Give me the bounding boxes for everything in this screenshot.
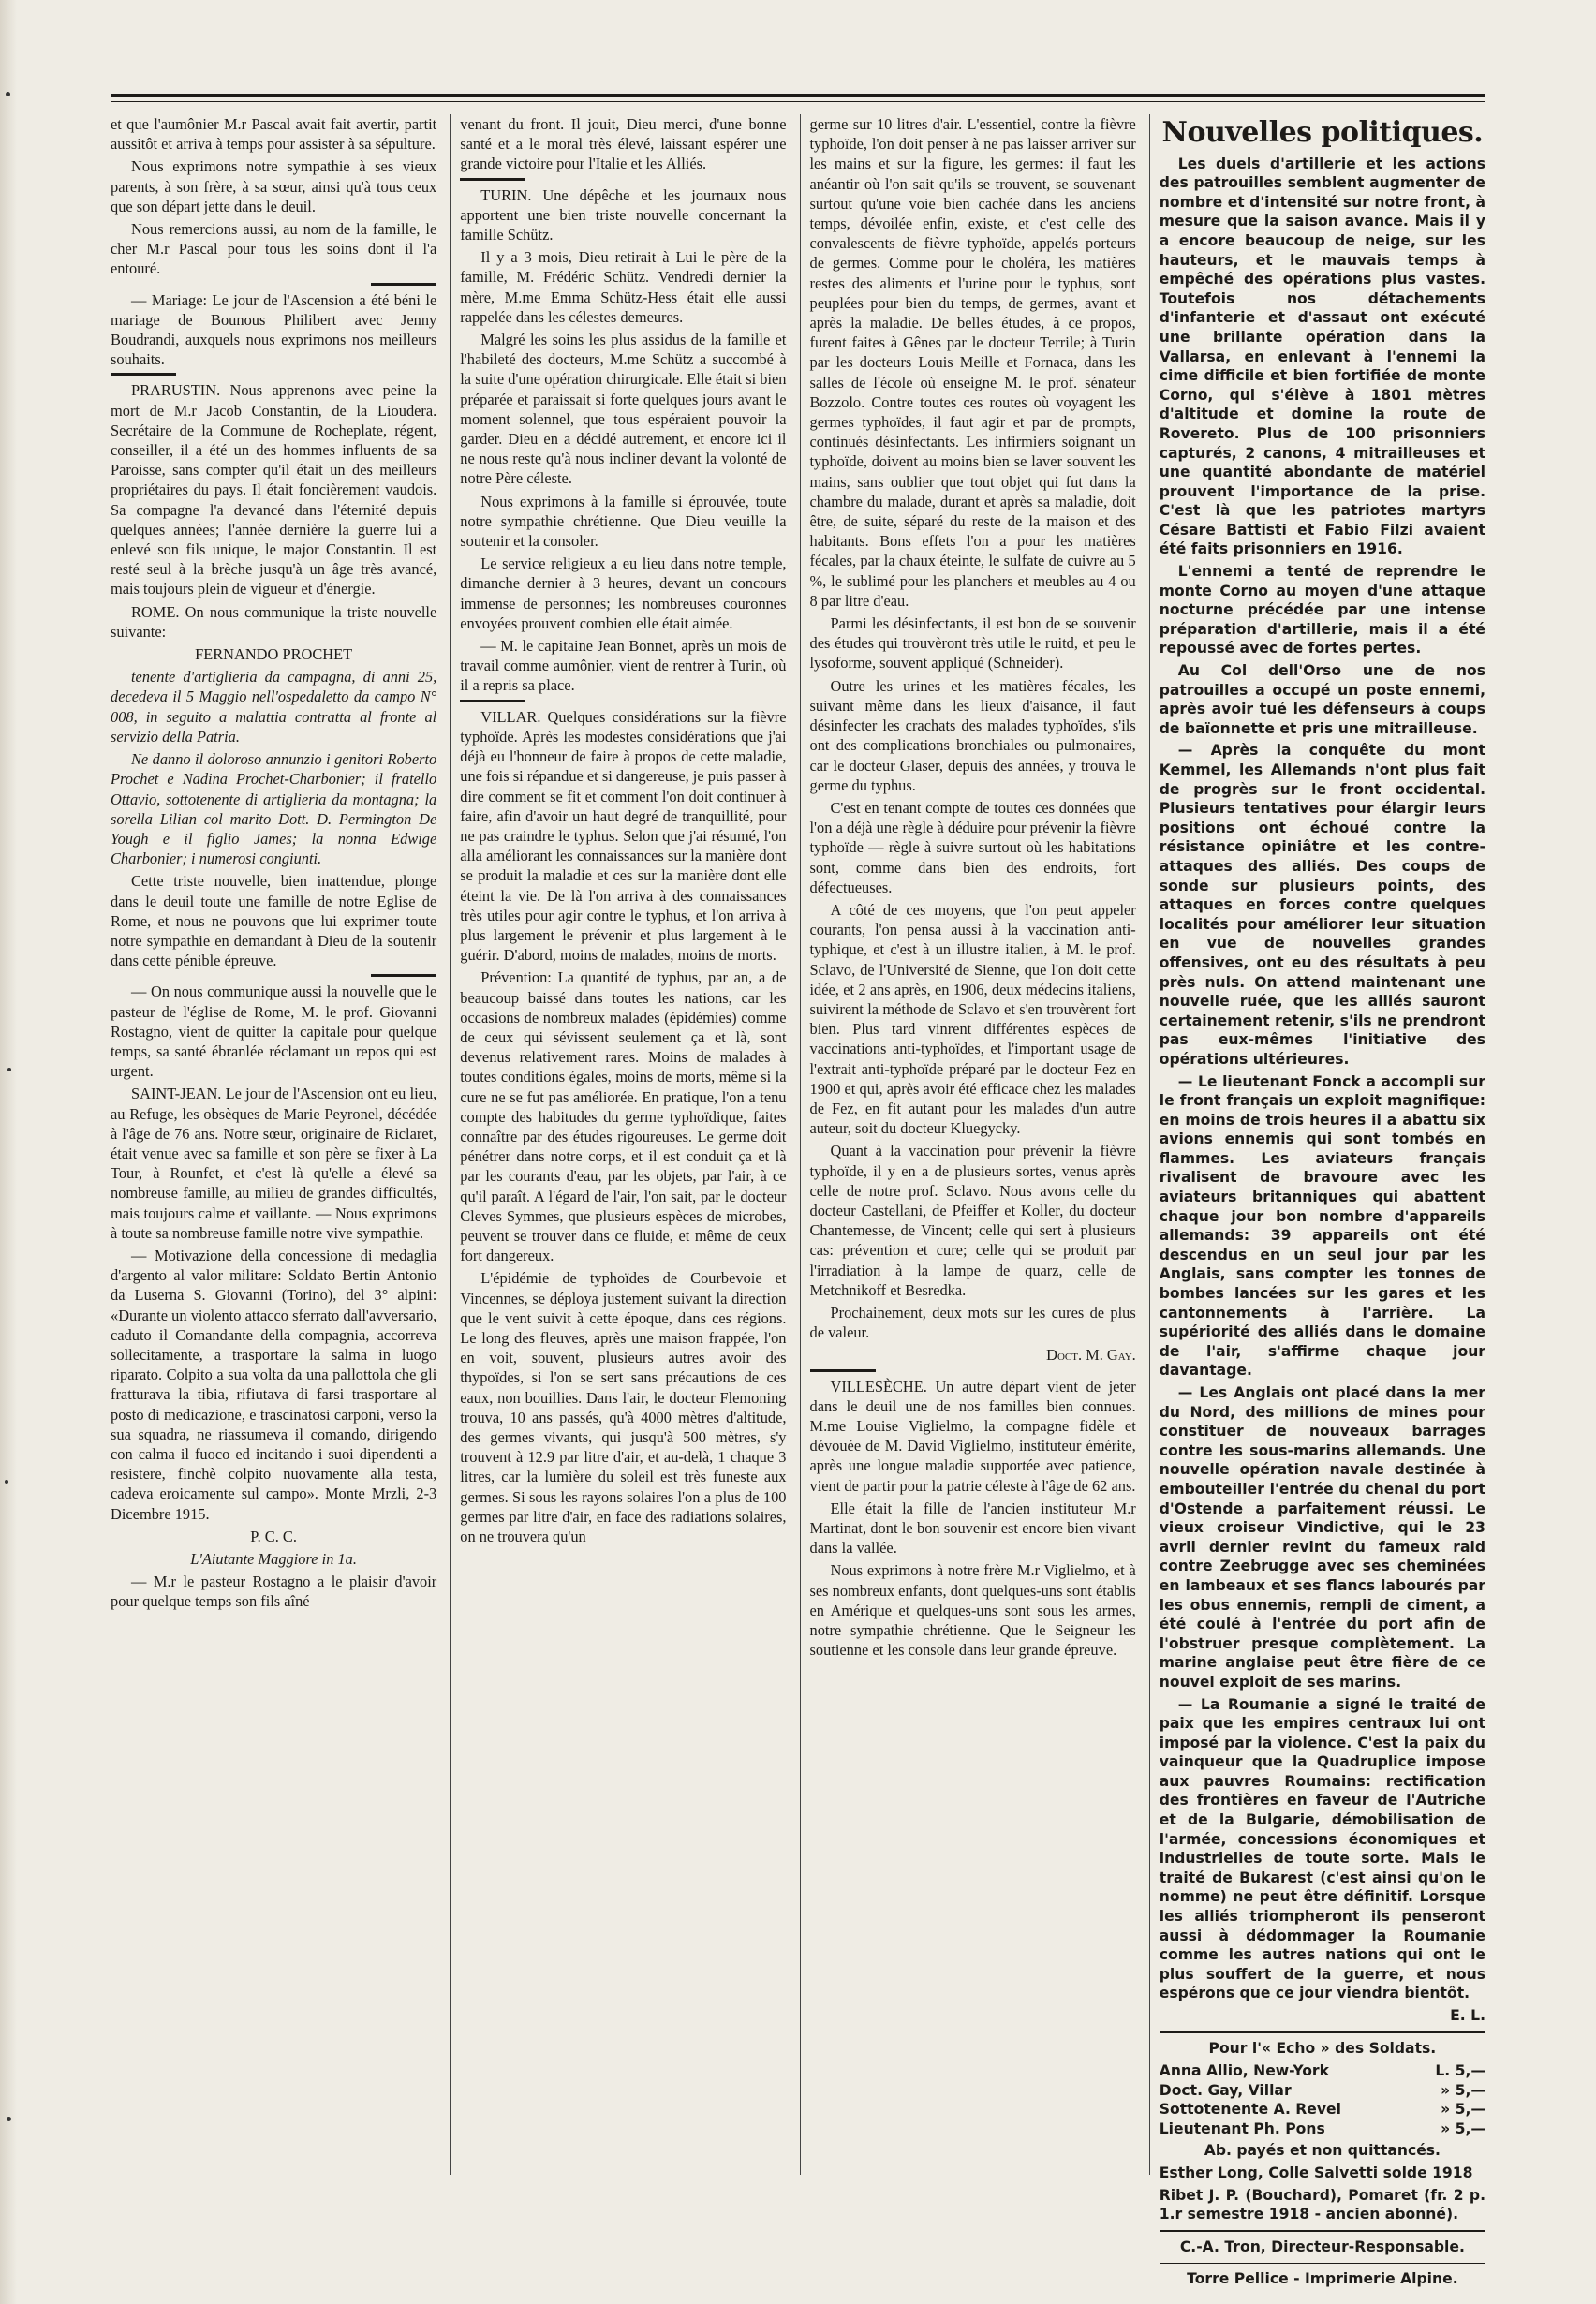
paragraph: Prévention: La quantité de typhus, par an, a de beaucoup baissé dans toutes les nations, car les occasions de nombreux malades (épidémies) comme de ceux qui sévissent seulement ça et là, sont devenus relativement rares. Moins de malades à toutes conditions égales, moins de morts, même si la cure ne se fut pas améliorée. En pratique, l'on a tenu compte des habitudes du germe typhoïdique, faites connaître par des études rigoureuses. Le germe doit pénétrer dans notre corps, et il est conduit ça et là par les courants d'eau, par les objets, par l'air, à ce qu'il paraît. A l'égard de l'air, l'on sait, par le docteur Cleves Symmes, que plusieurs espèces de microbes, peuvent se trouver dans ce fluide, et même de ceux fort dangereux. — [460, 968, 787, 1265]
section-heading: Nouvelles politiques. — [1161, 116, 1484, 149]
paragraph: — Les Anglais ont placé dans la mer du Nord, des millions de mines pour constituer de nouveaux barrages contre les sous-marins allemands. Une nouvelle opération navale destinée à embouteiller l'entrée du chenal du port d'Ostende a parfaitement réussi. Le vieux croiseur Vindictive, qui le 23 avril dernier revint du fameux raid contre Zeebrugge avec ses cheminées en lambeaux et ses flancs labourés par les obus ennemis, rempli de ciment, a été coulé à l'entrée du port afin de l'obstruer presque complètement. La marine anglaise peut être fière de ce nouvel exploit de ses marins. — [1159, 1384, 1485, 1691]
separator — [111, 373, 176, 376]
paragraph: Nous exprimons à la famille si éprouvée, toute notre sympathie chrétienne. Que Dieu veuille la soutenir et la consoler. — [460, 492, 787, 551]
top-rule-thin — [111, 101, 1485, 102]
paragraph: Quant à la vaccination pour prévenir la fièvre typhoïde, il y en a de plusieurs sortes, venus après celle de notre prof. Sclavo. Nous avons celle du docteur Castellani, de Pfeiffer et Koller, du docteur Chantemesse, de Vincent; celle qui sert à plusieurs cas: prévention et cure; celle qui se produit par l'irradiation à la lampe de quarz, celle de Metchnikoff et Besredka. — [809, 1142, 1136, 1299]
paragraph: — On nous communique aussi la nouvelle que le pasteur de l'église de Rome, M. le prof. Giovanni Rostagno, vient de quitter la capitale pour quelque temps, sa santé ébranlée réclamant un repos qui est urgent. — [111, 982, 437, 1081]
currency: » — [1441, 2119, 1451, 2137]
scan-speck — [6, 92, 10, 96]
paragraph: — M.r le pasteur Rostagno a le plaisir d'avoir pour quelque temps son fils aîné — [111, 1573, 437, 1611]
top-rule — [111, 94, 1485, 97]
scan-speck — [7, 2117, 11, 2121]
donation-row — [1160, 2081, 1485, 2101]
subscriber-entry: Esther Long, Colle Salvetti solde 1918 — [1159, 2164, 1473, 2182]
scan-speck — [5, 1480, 8, 1484]
paragraph: Nous exprimons notre sympathie à ses vieux parents, à son frère, à sa sœur, ainsi qu'à tous ceux que son départ jette dans le deuil. — [111, 157, 437, 215]
paragraph: Outre les urines et les matières fécales, les suivant même dans les lieux d'aisance, il faut désinfecter les crachats des malades typhoïdes, s'ils ont des complications bronchiales ou pulmonaires, car le docteur Glaser, depuis des années, y trouva le germe du typhus. — [809, 676, 1136, 794]
donor-name: Anna Allio, New-York — [1159, 2062, 1329, 2080]
death-notice-family: Ne danno il doloroso annunzio i genitori Roberto Prochet e Nadina Prochet-Charbonier; il fratello Ottavio, sottotenente di artiglieria da montagna; la sorella Lilian col marito Dott. D. Permington De Yough e il figlio James; la nonna Edwige Charbonier; i numerosi congiunti. — [111, 750, 437, 868]
donation-row — [1160, 2061, 1485, 2081]
paragraph: Cette triste nouvelle, bien inattendue, plonge dans le deuil toute une famille de notre Eglise de Rome, et nous ne pouvons que lui exprimer toute notre sympathie en demandant à Dieu de la soutenir dans cette pénible épreuve. — [111, 872, 437, 970]
paragraph: — Le lieutenant Fonck a accompli sur le front français un exploit magnifique: en moins de trois heures il a abattu six avions ennemis qui sont tombés en flammes. Les aviateurs français rivalisent de bravoure avec les aviateurs britanniques qui abattent chaque jour bon nombre d'appareils allemands: 39 appareils ont été descendus en un seul jour par les Anglais, sans compter les tonnes de bombes lancées sur les gares et les cantonnements à l'arrière. La supériorité des alliés dans le domaine de l'air, s'affirme chaque jour davantage. — [1159, 1072, 1485, 1380]
paragraph: ROME. On nous communique la triste nouvelle suivante: — [111, 602, 437, 641]
donations-title: Pour l'« Echo » des Soldats. — [1208, 2039, 1437, 2057]
column-4 — [1149, 114, 1485, 2287]
paragraph: — Mariage: Le jour de l'Ascension a été béni le mariage de Bounous Philibert avec Jenny Boudrandi, auxquels nous exprimons nos meilleurs souhaits. — [111, 290, 437, 369]
scan-speck — [7, 1068, 11, 1071]
paragraph: — Après la conquête du mont Kemmel, les Allemands n'ont plus fait de progrès sur le front occidental. Plusieurs tentatives pour élargir leurs positions ont échoué contre la résistance opiniâtre et les contre-attaques des alliés. Des coups de sonde sur plusieurs points, des attaques en forces contre quelques localités pour améliorer leur situation en vue de nouvelles grandes offensives, ont eu des résultats à peu près nuls. On attend maintenant une nouvelle ruée, que les alliés sauront certainement retenir, s'ils ne prendront pas eux-mêmes l'initiative des opérations ultérieures. — [1159, 742, 1485, 1068]
signature: Doct. M. Gay. — [1046, 1346, 1136, 1365]
paragraph: L'ennemi a tenté de reprendre le monte Corno au moyen d'une attaque nocturne précédée par une intense préparation d'artillerie, mais il a été repoussé avec de fortes pertes. — [1159, 563, 1485, 657]
donor-name: Lieutenant Ph. Pons — [1159, 2119, 1325, 2137]
paragraph: TURIN. Une dépêche et les journaux nous apportent une bien triste nouvelle concernant la famille Schütz. — [460, 185, 787, 244]
donation-row — [1160, 2119, 1485, 2139]
divider — [1160, 2230, 1485, 2232]
signature: E. L. — [1450, 2007, 1485, 2024]
paragraph: C'est en tenant compte de toutes ces données que l'on a déjà une règle à déduire pour prévenir la fièvre typhoïde — règle à suivre surtout où les habitations sont, comme dans bien des endroits, fort défectueuses. — [809, 798, 1136, 896]
paragraph: L'épidémie de typhoïdes de Courbevoie et Vincennes, se déploya justement suivant la direction que le vent suivit à cette époque, dans ces régions. Le long des fleuves, après une maison frappée, l'on en voit, souvent, plusieurs autres avoir des thypoïdes, si l'on se sert sans précautions de ces eaux, non bouillies. Dans l'air, le docteur Flemoning trouva, 10 ans passés, qu'à 4000 mètres d'altitude, des germes vivants, qui jusqu'à 500 mètres, s'y trouvent à 12.9 par litre d'air, et au-delà, 1 chaque 3 litres, car la lumière du soleil est très funeste aux germes. Si sous les rayons solaires l'on a plus de 100 germes par litre d'air, en face des radiations solaires, on ne trouvera qu'un — [460, 1269, 787, 1546]
amount: 5,— — [1455, 2062, 1485, 2080]
donor-name: Doct. Gay, Villar — [1159, 2081, 1292, 2099]
paragraph: VILLESÈCHE. Un autre départ vient de jeter dans le deuil une de nos familles bien connues. M.me Louise Viglielmo, la compagne fidèle et dévouée de M. David Viglielmo, instituteur émérite, après une longue maladie supportée avec patience, vient de partir pour la patrie céleste à l'âge de 62 ans. — [809, 1377, 1136, 1495]
paragraph: Malgré les soins les plus assidus de la famille et l'habileté des docteurs, M.me Schütz a succombé à la suite d'une opération chirurgicale. Elle était si bien préparée et paraissait si forte quelques jours avant le moment solennel, que tous espéraient pouvoir la garder. Dieu en a décidé autrement, et encore ici il ne nous reste qu'à nous incliner devant la volonté de notre Père céleste. — [460, 331, 787, 488]
paragraph: Elle était la fille de l'ancien instituteur M.r Martinat, dont le bon souvenir est encore bien vivant dans la vallée. — [809, 1499, 1136, 1558]
paragraph: Nous exprimons à notre frère M.r Viglielmo, et à ses nombreux enfants, dont quelques-uns sont établis en Amérique et quelques-uns sont sous les armes, notre sympathie chrétienne. Que le Seigneur les soutienne et les console dans leur grande épreuve. — [809, 1561, 1136, 1660]
paragraph: SAINT-JEAN. Le jour de l'Ascension ont eu lieu, au Refuge, les obsèques de Marie Peyronel, décédée à l'âge de 76 ans. Notre sœur, originaire de Riclaret, était venue avec sa famille et son père se fixer à La Tour, à Rounfet, et c'est là qu'elle a élevé sa nombreuse famille, au milieu de grandes difficultés, mais toujours calme et vaillante. — Nous exprimons à toute sa nombreuse famille notre vive sympathie. — [111, 1085, 437, 1242]
donation-row — [1160, 2100, 1485, 2119]
paragraph: Prochainement, deux mots sur les cures de plus de valeur. — [809, 1303, 1136, 1342]
newspaper-columns — [111, 114, 1485, 2287]
page-edge — [0, 0, 17, 2304]
amount: 5,— — [1455, 2081, 1485, 2099]
divider — [1160, 2031, 1485, 2033]
death-notice-name: FERNANDO PROCHET — [195, 645, 353, 664]
death-notice: tenente d'artiglieria da campagna, di anni 25, decedeva il 5 Maggio nell'ospedaletto da campo N° 008, in seguito a malattia contratta al fronte al servizio della Patria. — [111, 668, 437, 746]
currency: » — [1441, 2081, 1451, 2099]
separator — [371, 283, 436, 286]
subscribers-title: Ab. payés et non quittancés. — [1204, 2141, 1441, 2159]
director-line: C.-A. Tron, Directeur-Responsable. — [1179, 2238, 1465, 2255]
signature-title: L'Aiutante Maggiore in 1a. — [190, 1550, 357, 1569]
paragraph: Au Col dell'Orso une de nos patrouilles a occupé un poste ennemi, après avoir tué les défenseurs à coups de baïonnette et pris une mitrailleuse. — [1159, 662, 1485, 737]
separator — [460, 178, 525, 181]
subscriber-entry: Ribet J. P. (Bouchard), Pomaret (fr. 2 p. 1.r semestre 1918 - ancien abonné). — [1159, 2186, 1485, 2223]
paragraph: germe sur 10 litres d'air. L'essentiel, contre la fièvre typhoïde, l'on doit penser à ne pas laisser arriver sur les mains et sur la figure, les germes: il faut les anéantir où l'on sait qu'ils se trouvent, se souvenant surtout qu'une voie bien cachée dans les anciens temps, dévoilée enfin, existe, et c'est celle des convalescents de fièvre typhoïde, appelés porteurs de germes. Comme pour le choléra, les matières restes des aliments et l'urine pour le typhus, sont peuplées pour bien du temps, de germes, avant et après la maladie. De belles études, à ce propos, furent faites à Gênes par le docteur Terrile; à Turin par les docteurs Louis Meille et Fornaca, dans les salles de l'école où enseigne M. le prof. sénateur Bozzolo. Contre toutes ces routes où voyagent les germes typhoïdes, il faut agir et par de prompts, continués désinfectants. Les infirmiers soignant un typhoïde, doivent au moins bien se laver souvent les mains, sans oublier que tout objet qui fut dans la chambre du malade, durant et après sa maladie, doit être, de suite, séparé du reste de la maison et des habitants. Bons effets l'on a pour les matières fécales, par la chaux éteinte, le sulfate de cuivre au 5 %, le sublimé pour les planchers et meubles au 4 ou 8 par litre d'eau. — [809, 115, 1136, 610]
printer-line: Torre Pellice - Imprimerie Alpine. — [1187, 2269, 1458, 2287]
signature: P. C. C. — [250, 1527, 297, 1545]
separator — [460, 700, 525, 702]
paragraph: Les duels d'artillerie et les actions des patrouilles semblent augmenter de nombre et d'intensité sur notre front, à mesure que la saison avance. Mais il y a encore beaucoup de neige, sur les hauteurs, et le mauvais temps à empêché des opérations plus vastes. Toutefois nos détachements d'infanterie et d'assaut ont exécuté une brillante opération dans la Vallarsa, en enlevant à l'ennemi la cime difficile et bien fortifiée de monte Corno, qui s'élève à 1801 mètres d'altitude et domine la route de Rovereto. Plus de 100 prisonniers capturés, 2 canons, 4 mitrailleuses et une quantité abondante de matériel prouvent l'importance de la prise. C'est là que les patriotes martyrs Césare Battisti et Fabio Filzi avaient été faits prisonniers en 1916. — [1159, 155, 1485, 558]
paragraph: A côté de ces moyens, que l'on peut appeler courants, l'on pensa aussi à la vaccination anti-typhique, et c'est à un illustre italien, à M. le prof. Sclavo, de l'Université de Sienne, que l'on doit cette idée, et 2 ans après, en 1906, deux médecins italiens, suivirent la méthode de Sclavo et s'en trouvèrent fort bien. Plus tard vinrent différentes espèces de vaccinations anti-typhoïdes, et l'important usage de l'extrait anti-typhoïde préparé par le docteur Fez en 1900 et qui, après avoir été efficace chez les malades de Fez, en fit autant pour les malades d'un autre auteur, soit du docteur Kluegycky. — [809, 900, 1136, 1138]
donor-name: Sottotenente A. Revel — [1159, 2101, 1341, 2119]
paragraph: VILLAR. Quelques considérations sur la fièvre typhoïde. Après les modestes considérations que j'ai déjà eu l'honneur de faire à propos de cette maladie, une fois si répandue et si dangereuse, je puis passer à dire comment se fit et comment l'on doit continuer à faire, afin d'avoir un haut degré de tranquillité, pour ne pas craindre le typhus. Selon que j'ai résumé, l'on alla améliorant les connaissances sur la manière dont se produit la maladie et ces sur la manière dont elle éteint la vie. De là l'on arriva à des connaissances très utiles pour agir contre le typhus, et l'on arriva à plus largement le prévenir et plus largement à le guérir. D'abord, moins de malades, moins de morts. — [460, 707, 787, 965]
paragraph: — M. le capitaine Jean Bonnet, après un mois de travail comme aumônier, vient de rentrer à Turin, où il a repris sa place. — [460, 637, 787, 695]
separator — [371, 974, 436, 977]
paragraph: Le service religieux a eu lieu dans notre temple, dimanche dernier à 3 heures, devant un concours immense de personnes; les nombreuses couronnes envoyées prouvent combien elle était aimée. — [460, 554, 787, 632]
separator — [810, 1369, 876, 1372]
paragraph: — La Roumanie a signé le traité de paix que les empires centraux lui ont imposé par la violence. C'est la paix du vainqueur que la Quadruplice impose aux pauvres Roumains: rectification des frontières en faveur de l'Autriche et de la Bulgarie, démobilisation de l'armée, concessions économiques et industrielles de toute sorte. Mais le traité de Bukarest (c'est ainsi qu'on le nomme) ne peut être définitif. Lorsque les alliés triompheront ils penseront aussi à dédommager la Roumanie comme les autres nations qui ont le plus souffert de la guerre, et nous espérons que ce jour viendra bientôt. — [1159, 1695, 1485, 2002]
paragraph: Nous remercions aussi, au nom de la famille, le cher M.r Pascal pour tous les soins dont il l'a entouré. — [111, 220, 437, 278]
paragraph: Il y a 3 mois, Dieu retirait à Lui le père de la famille, M. Frédéric Schütz. Vendredi dernier la mère, M.me Emma Schütz-Hess était elle aussi rappelée dans les célestes demeures. — [460, 248, 787, 326]
divider — [1160, 2263, 1485, 2264]
paragraph: — Motivazione della concessione di medaglia d'argento al valor militare: Soldato Bertin Antonio da Luserna S. Giovanni (Torino), del 3° alpini: «Durante un violento attacco sferrato dall'avversario, caduto il Comandante della compagnia, accorreva sollecitamente, a trasportare la salma in luogo riparato. Colpito a sua volta da una pallottola che gli fratturava la tibia, rifiutava di farsi trasportare al posto di medicazione, e trascinatosi carponi, verso la sua squadra, ne riassumeva il comando, dirigendo con calma il fuoco ed incitando i suoi dipendenti a resistere, finchè colpito nuovamente alla testa, cadeva eroicamente sul campo». Monte Mrzli, 2-3 Dicembre 1915. — [111, 1246, 437, 1523]
amount: 5,— — [1455, 2101, 1485, 2119]
column-1 — [111, 114, 436, 2175]
paragraph: et que l'aumônier M.r Pascal avait fait avertir, partit aussitôt et arriva à temps pour assister à sa sépulture. — [111, 115, 437, 154]
paragraph: Parmi les désinfectants, il est bon de se souvenir des études qui trouvèront très utile le ruitd, et peu le lysoforme, souvent appliqué (Schneider). — [809, 614, 1136, 672]
currency: L. — [1435, 2062, 1451, 2080]
column-2 — [450, 114, 786, 2175]
currency: » — [1441, 2101, 1451, 2119]
amount: 5,— — [1455, 2119, 1485, 2137]
paragraph: venant du front. Il jouit, Dieu merci, d'une bonne santé et a le moral très élevé, laissant espérer une grande victoire pour l'Italie et les Alliés. — [460, 115, 787, 173]
column-3 — [800, 114, 1136, 2175]
paragraph: PRARUSTIN. Nous apprenons avec peine la mort de M.r Jacob Constantin, de la Lioudera. Secrétaire de la Commune de Rocheplate, régent, conseiller, il a été un des hommes influents de sa Paroisse, sans compter qu'il était un des meilleurs propriétaires du pays. Il était foncièrement vaudois. Sa compagne l'a devancé dans l'éternité depuis quelques années; l'année dernière la guerre lui a enlevé son fils unique, le major Constantin. Il est resté seul à la brèche jusqu'à un âge très avancé, mais toujours plein de vigueur et d'énergie. — [111, 381, 437, 598]
